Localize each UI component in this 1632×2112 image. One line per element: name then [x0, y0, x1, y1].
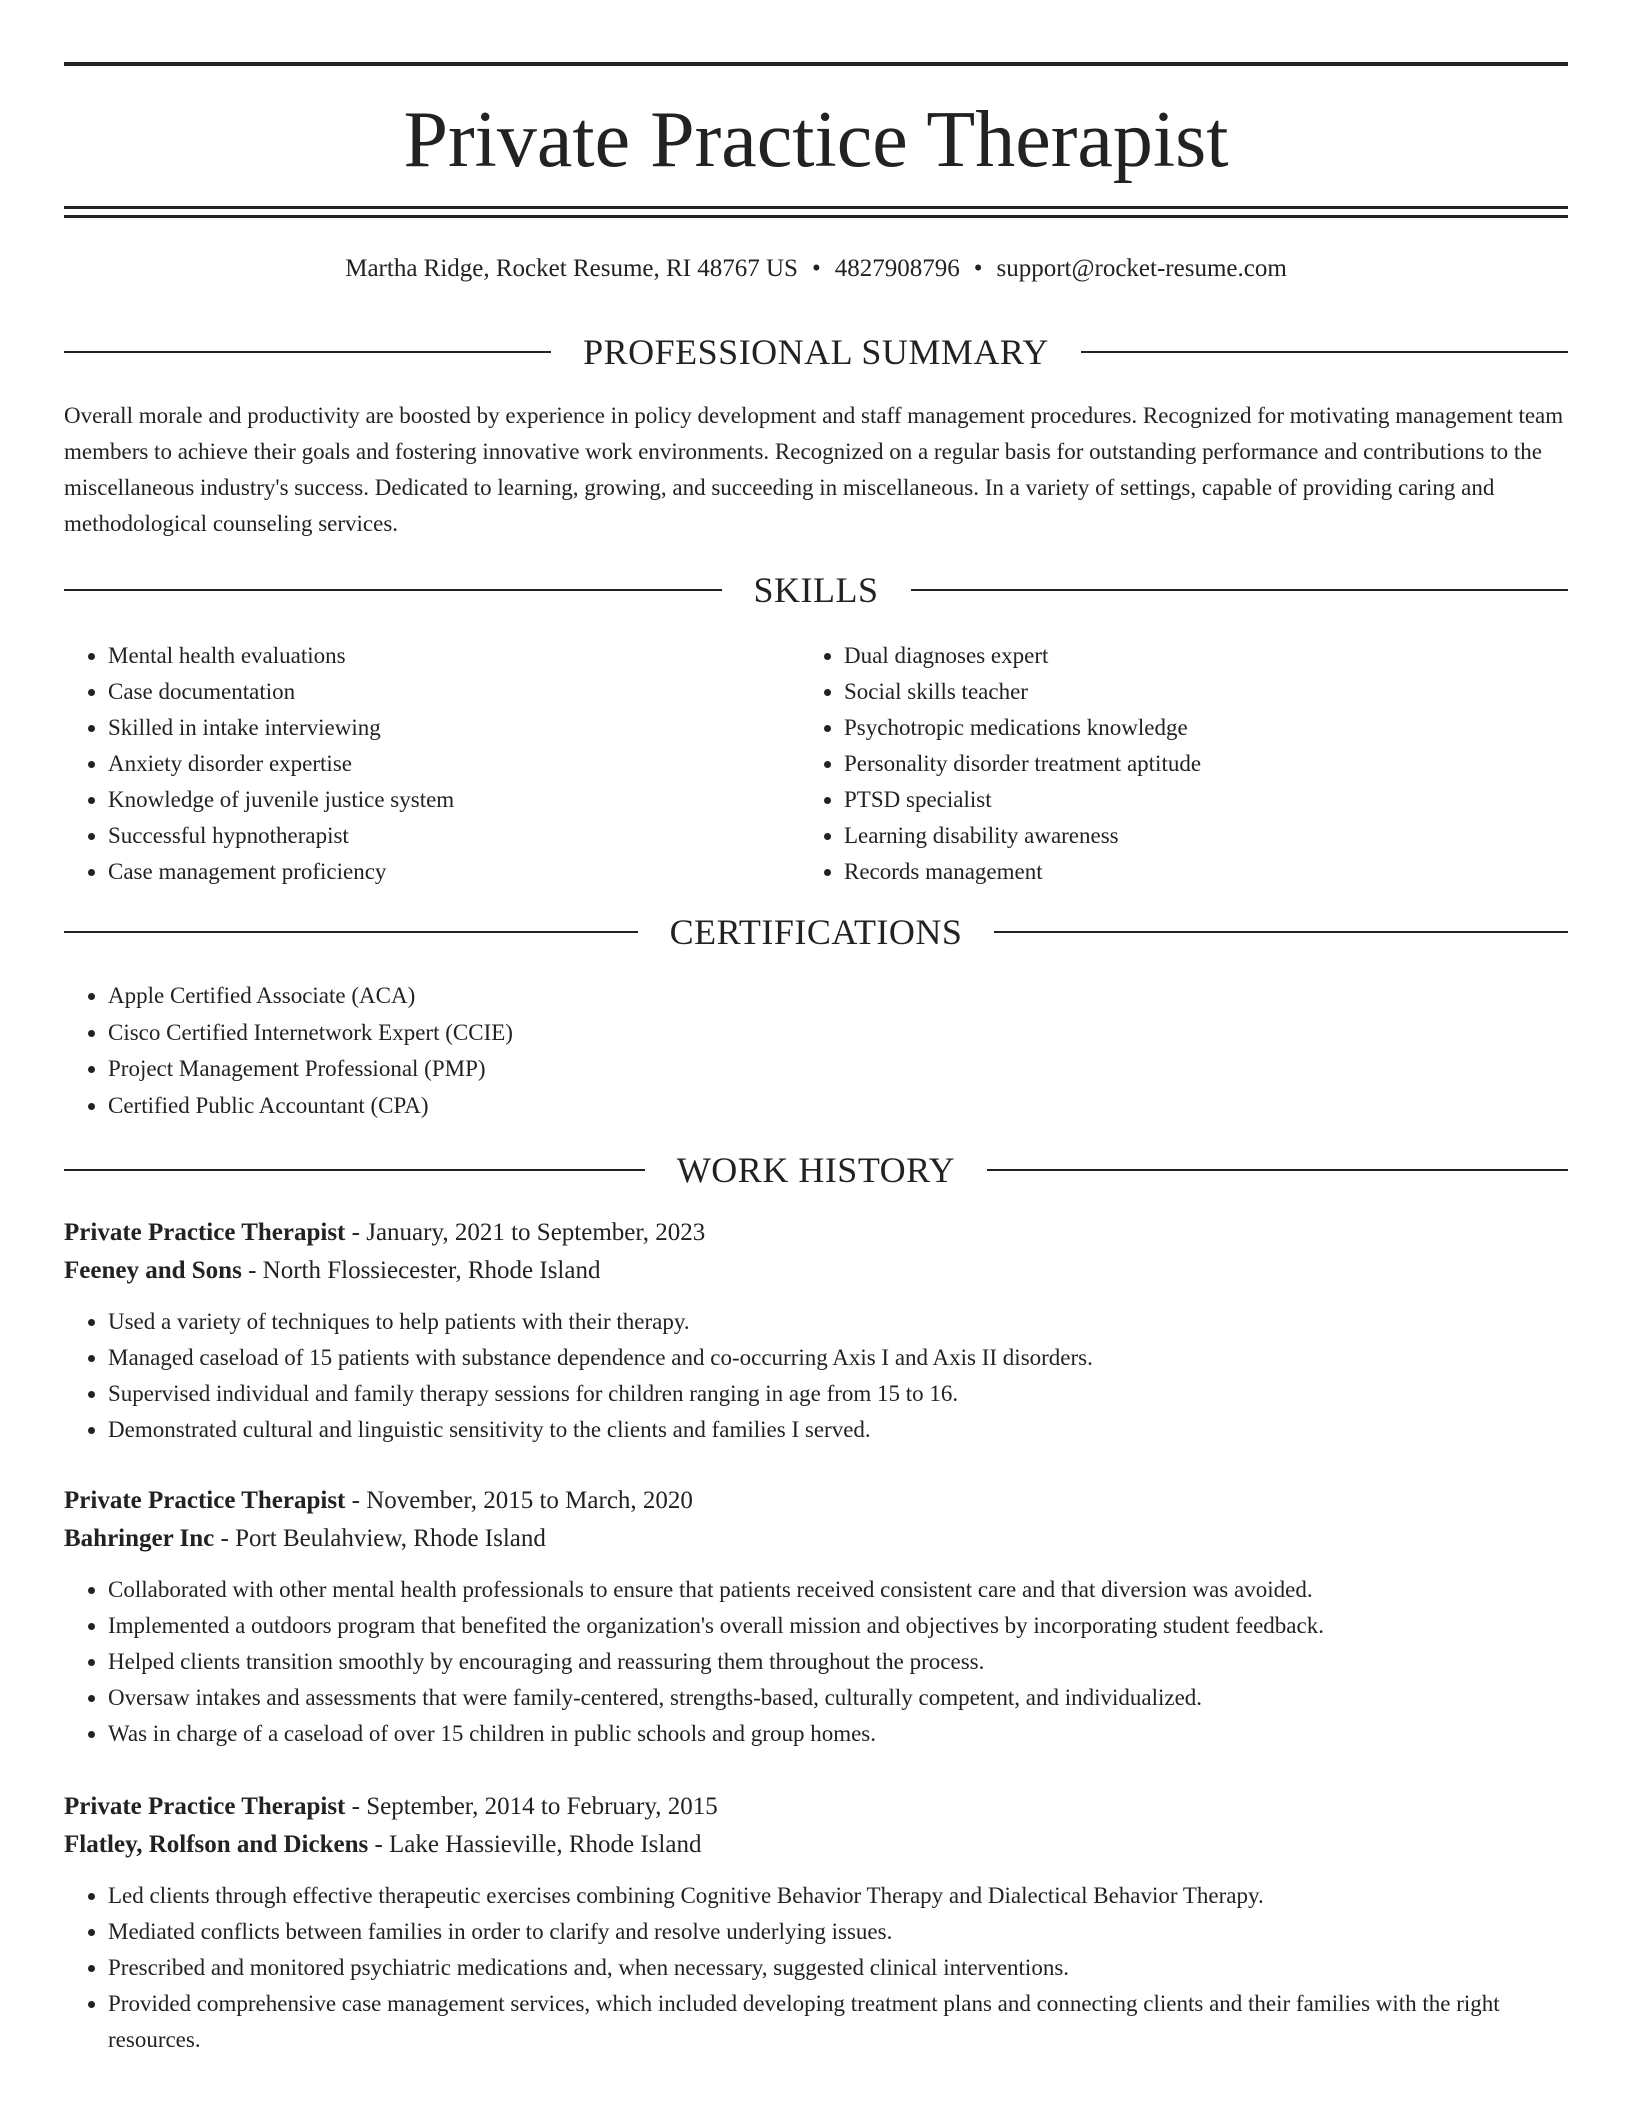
job-bullet: • Collaborated with other mental health professionals to ensure that patients received consistent care and that diversion was avoided.	[108, 1572, 1568, 1608]
skills-list-right	[800, 638, 1500, 890]
job-company-line	[64, 1252, 1568, 1290]
skills-column-right	[800, 638, 1500, 890]
skills-list-left	[64, 638, 764, 890]
contact-address: Martha Ridge, Rocket Resume, RI 48767 US	[345, 255, 798, 282]
job-bullets	[64, 1572, 1568, 1752]
section-heading-work-history	[64, 1148, 1568, 1192]
skill-item: • Case documentation	[108, 674, 764, 710]
section-heading-label: PROFESSIONAL SUMMARY	[583, 332, 1049, 372]
heading-rule	[1081, 351, 1568, 353]
job-title-line	[64, 1482, 1568, 1520]
job-bullet: • Provided comprehensive case management services, which included developing treatment plans and connecting clients and their families with the right resources.	[108, 1986, 1568, 2058]
title-double-rule	[64, 206, 1568, 218]
section-heading-label: SKILLS	[753, 570, 879, 610]
job-dates: - September, 2014 to February, 2015	[345, 1793, 718, 1820]
section-heading-label: CERTIFICATIONS	[669, 912, 963, 952]
contact-phone: 4827908796	[834, 255, 960, 282]
skill-item: • Social skills teacher	[844, 674, 1500, 710]
skills-column-left	[64, 638, 764, 890]
job-title: Private Practice Therapist	[64, 1219, 346, 1246]
skill-item: • Knowledge of juvenile justice system	[108, 782, 764, 818]
job-bullets	[64, 1878, 1568, 2058]
job-bullets	[64, 1304, 1568, 1448]
job-bullet: • Mediated conflicts between families in order to clarify and resolve underlying issues.	[108, 1914, 1568, 1950]
skill-item: • Skilled in intake interviewing	[108, 710, 764, 746]
job-entry	[64, 1482, 1568, 1752]
job-location: - Port Beulahview, Rhode Island	[214, 1525, 546, 1552]
skill-item: • PTSD specialist	[844, 782, 1500, 818]
heading-rule	[911, 589, 1569, 591]
summary-text: Overall morale and productivity are boosted by experience in policy development and staff management procedures. Recognized for motivating management team members to achieve their goals and fostering innovative work environments. Recognized on a regular basis for outstanding performance and contributions to the miscellaneous industry's success. Dedicated to learning, growing, and succeeding in miscellaneous. In a variety of settings, capable of providing caring and methodological counseling services.	[64, 403, 1564, 536]
job-bullet: • Managed caseload of 15 patients with substance dependence and co-occurring Axis I and Axis II disorders.	[108, 1340, 1568, 1376]
skill-item: • Learning disability awareness	[844, 818, 1500, 854]
skill-item: • Records management	[844, 854, 1500, 890]
job-title: Private Practice Therapist	[64, 1793, 346, 1820]
certification-item: • Certified Public Accountant (CPA)	[108, 1088, 1568, 1125]
skill-item: • Mental health evaluations	[108, 638, 764, 674]
job-location: - North Flossiecester, Rhode Island	[241, 1257, 601, 1284]
skill-item: • Psychotropic medications knowledge	[844, 710, 1500, 746]
heading-rule	[64, 351, 551, 353]
heading-rule	[987, 1169, 1568, 1171]
skill-item: • Dual diagnoses expert	[844, 638, 1500, 674]
certifications-block	[64, 978, 1568, 1124]
contact-separator: •	[973, 255, 983, 282]
job-bullet: • Implemented a outdoors program that benefited the organization's overall mission and objectives by incorporating student feedback.	[108, 1608, 1568, 1644]
heading-rule	[64, 589, 722, 591]
resume-title: Private Practice Therapist	[403, 96, 1229, 184]
job-dates: - January, 2021 to September, 2023	[345, 1219, 706, 1246]
certification-item: • Cisco Certified Internetwork Expert (CCIE)	[108, 1015, 1568, 1052]
heading-rule	[64, 1169, 645, 1171]
job-dates: - November, 2015 to March, 2020	[345, 1487, 693, 1514]
skill-item: • Successful hypnotherapist	[108, 818, 764, 854]
job-bullet: • Prescribed and monitored psychiatric medications and, when necessary, suggested clinical interventions.	[108, 1950, 1568, 1986]
section-heading-label: WORK HISTORY	[676, 1150, 956, 1190]
contact-line	[64, 252, 1568, 286]
contact-separator: •	[811, 255, 821, 282]
job-bullet: • Led clients through effective therapeutic exercises combining Cognitive Behavior Therapy and Dialectical Behavior Therapy.	[108, 1878, 1568, 1914]
job-title: Private Practice Therapist	[64, 1487, 346, 1514]
job-bullet: • Helped clients transition smoothly by encouraging and reassuring them throughout the process.	[108, 1644, 1568, 1680]
job-bullet: • Used a variety of techniques to help patients with their therapy.	[108, 1304, 1568, 1340]
skill-item: • Anxiety disorder expertise	[108, 746, 764, 782]
job-company: Flatley, Rolfson and Dickens	[64, 1831, 369, 1858]
job-entry	[64, 1788, 1568, 2058]
job-bullet: • Supervised individual and family therapy sessions for children ranging in age from 15 to 16.	[108, 1376, 1568, 1412]
job-title-line	[64, 1214, 1568, 1252]
top-rule	[64, 62, 1568, 66]
job-title-line	[64, 1788, 1568, 1826]
certifications-list	[64, 978, 1568, 1124]
job-location: - Lake Hassieville, Rhode Island	[368, 1831, 702, 1858]
section-heading-summary	[64, 330, 1568, 374]
job-company: Bahringer Inc	[64, 1525, 215, 1552]
skill-item: • Case management proficiency	[108, 854, 764, 890]
job-bullet: • Was in charge of a caseload of over 15 children in public schools and group homes.	[108, 1716, 1568, 1752]
certification-item: • Project Management Professional (PMP)	[108, 1051, 1568, 1088]
certification-item: • Apple Certified Associate (ACA)	[108, 978, 1568, 1015]
job-company-line	[64, 1520, 1568, 1558]
job-company: Feeney and Sons	[64, 1257, 242, 1284]
section-heading-skills	[64, 568, 1568, 612]
skill-item: • Personality disorder treatment aptitude	[844, 746, 1500, 782]
job-company-line	[64, 1826, 1568, 1864]
section-heading-certifications	[64, 910, 1568, 954]
heading-rule	[64, 931, 638, 933]
contact-email: support@rocket-resume.com	[996, 255, 1287, 282]
job-entry	[64, 1214, 1568, 1448]
job-bullet: • Demonstrated cultural and linguistic sensitivity to the clients and families I served.	[108, 1412, 1568, 1448]
job-bullet: • Oversaw intakes and assessments that were family-centered, strengths-based, culturally competent, and individualized.	[108, 1680, 1568, 1716]
heading-rule	[994, 931, 1568, 933]
